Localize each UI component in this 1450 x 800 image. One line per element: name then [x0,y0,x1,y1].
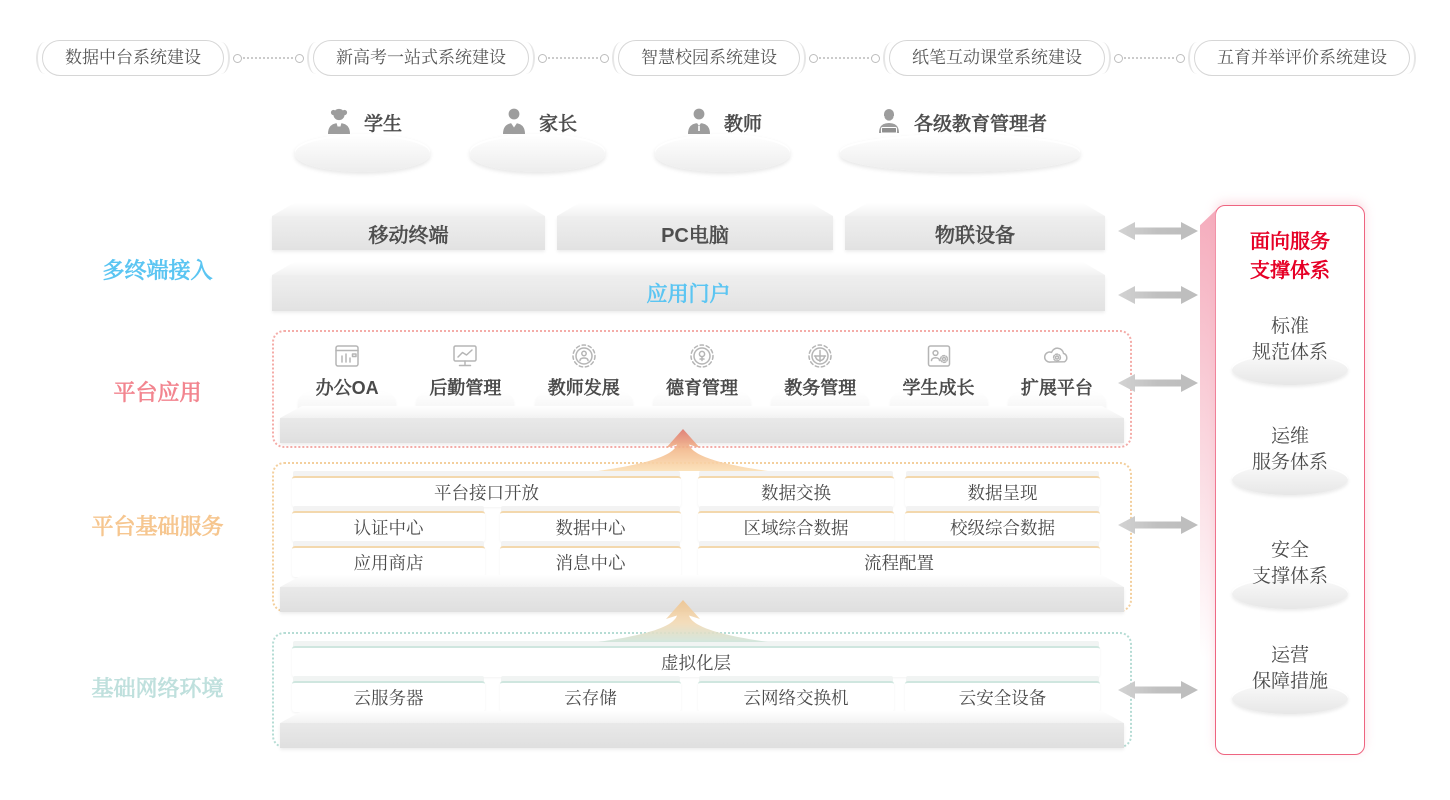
service-cell: 区域综合数据 [698,511,894,542]
side-label-platform-services: 平台基础服务 [91,514,224,539]
service-cell: 数据中心 [500,511,681,542]
service-cell: 数据交换 [698,476,894,507]
app-label: 教务管理 [784,378,857,398]
slab-label: 移动终端 [272,216,545,250]
user-label: 学生 [363,113,402,135]
double-arrow [1118,220,1198,242]
app-label: 学生成长 [902,378,975,398]
logistics-monitor-icon [450,340,480,372]
top-systems-row [42,40,1410,76]
dotted-connector [812,57,877,59]
user-label: 各级教育管理者 [913,113,1047,135]
platform-services-section [272,462,1132,612]
academic-gear-icon [805,340,835,372]
student-growth-icon [924,340,954,372]
parent-icon [498,106,530,138]
teacher-gear-icon [569,340,599,372]
app-academic-affairs [764,340,876,400]
dotted-connector [236,57,301,59]
pill-smart-campus: 智慧校园系统建设 [618,40,800,76]
double-arrow [1118,372,1198,394]
user-teacher [655,100,790,174]
side-label-multi-terminal: 多终端接入 [102,258,213,283]
user-education-manager [840,100,1080,174]
app-teacher-development [528,340,640,400]
app-label: 德育管理 [665,378,738,398]
portal-label: 应用门户 [272,275,1105,311]
double-arrow [1118,514,1198,536]
dotted-connector [541,57,606,59]
service-support-panel [1215,205,1365,755]
app-office-oa [291,340,403,400]
slab-iot-device [845,203,1105,250]
app-label: 后勤管理 [429,378,502,398]
service-cell: 校级综合数据 [905,511,1100,542]
service-cell: 平台接口开放 [292,476,681,507]
pill-data-middle-platform: 数据中台系统建设 [42,40,224,76]
network-cell: 云服务器 [292,681,485,712]
service-cell: 数据呈现 [905,476,1100,507]
network-cell: 云安全设备 [905,681,1100,712]
app-label: 扩展平台 [1020,378,1093,398]
user-label: 教师 [723,113,762,135]
service-cell: 认证中心 [292,511,485,542]
user-parent [470,100,605,174]
app-label: 教师发展 [547,378,620,398]
side-label-platform-apps: 平台应用 [113,380,202,405]
app-moral-education [646,340,758,400]
panel-item-operation-guarantee: 运营 保障措施 [1216,643,1364,714]
slab-pc [557,203,833,250]
service-cell: 应用商店 [292,546,485,577]
double-arrow [1118,679,1198,701]
double-arrow [1118,284,1198,306]
network-cell: 云网络交换机 [698,681,894,712]
oa-icon [332,340,362,372]
side-label-network: 基础网络环境 [91,676,224,701]
upward-fan-arrow [598,429,768,471]
panel-title: 面向服务 支撑体系 [1250,231,1330,282]
app-student-growth [883,340,995,400]
app-logistics [409,340,521,400]
manager-laptop-icon [873,106,905,138]
pill-gaokao-system: 新高考一站式系统建设 [313,40,529,76]
network-cell: 云存储 [500,681,681,712]
network-base-slab [280,711,1124,748]
service-cell: 消息中心 [500,546,681,577]
panel-item-standards: 标准 规范体系 [1216,314,1364,385]
pill-paper-pen-classroom: 纸笔互动课堂系统建设 [889,40,1105,76]
student-icon [323,106,355,138]
app-label: 办公OA [315,378,379,398]
panel-item-security: 安全 支撑体系 [1216,538,1364,609]
service-cell: 流程配置 [698,546,1100,577]
user-label: 家长 [538,113,577,135]
slab-label: PC电脑 [557,216,833,250]
user-student [295,100,430,174]
pill-five-education-evaluation: 五育并举评价系统建设 [1194,40,1410,76]
dotted-connector [1117,57,1182,59]
network-cell: 虚拟化层 [292,646,1100,677]
panel-item-operations-maintenance: 运维 服务体系 [1216,424,1364,495]
extension-cloud-icon [1042,340,1072,372]
moral-gear-icon [687,340,717,372]
slab-application-portal [272,262,1105,311]
network-section [272,632,1132,748]
slab-label: 物联设备 [845,216,1105,250]
teacher-icon [683,106,715,138]
app-extension-platform [1001,340,1113,400]
slab-mobile-terminal [272,203,545,250]
upward-fan-arrow [598,600,768,642]
